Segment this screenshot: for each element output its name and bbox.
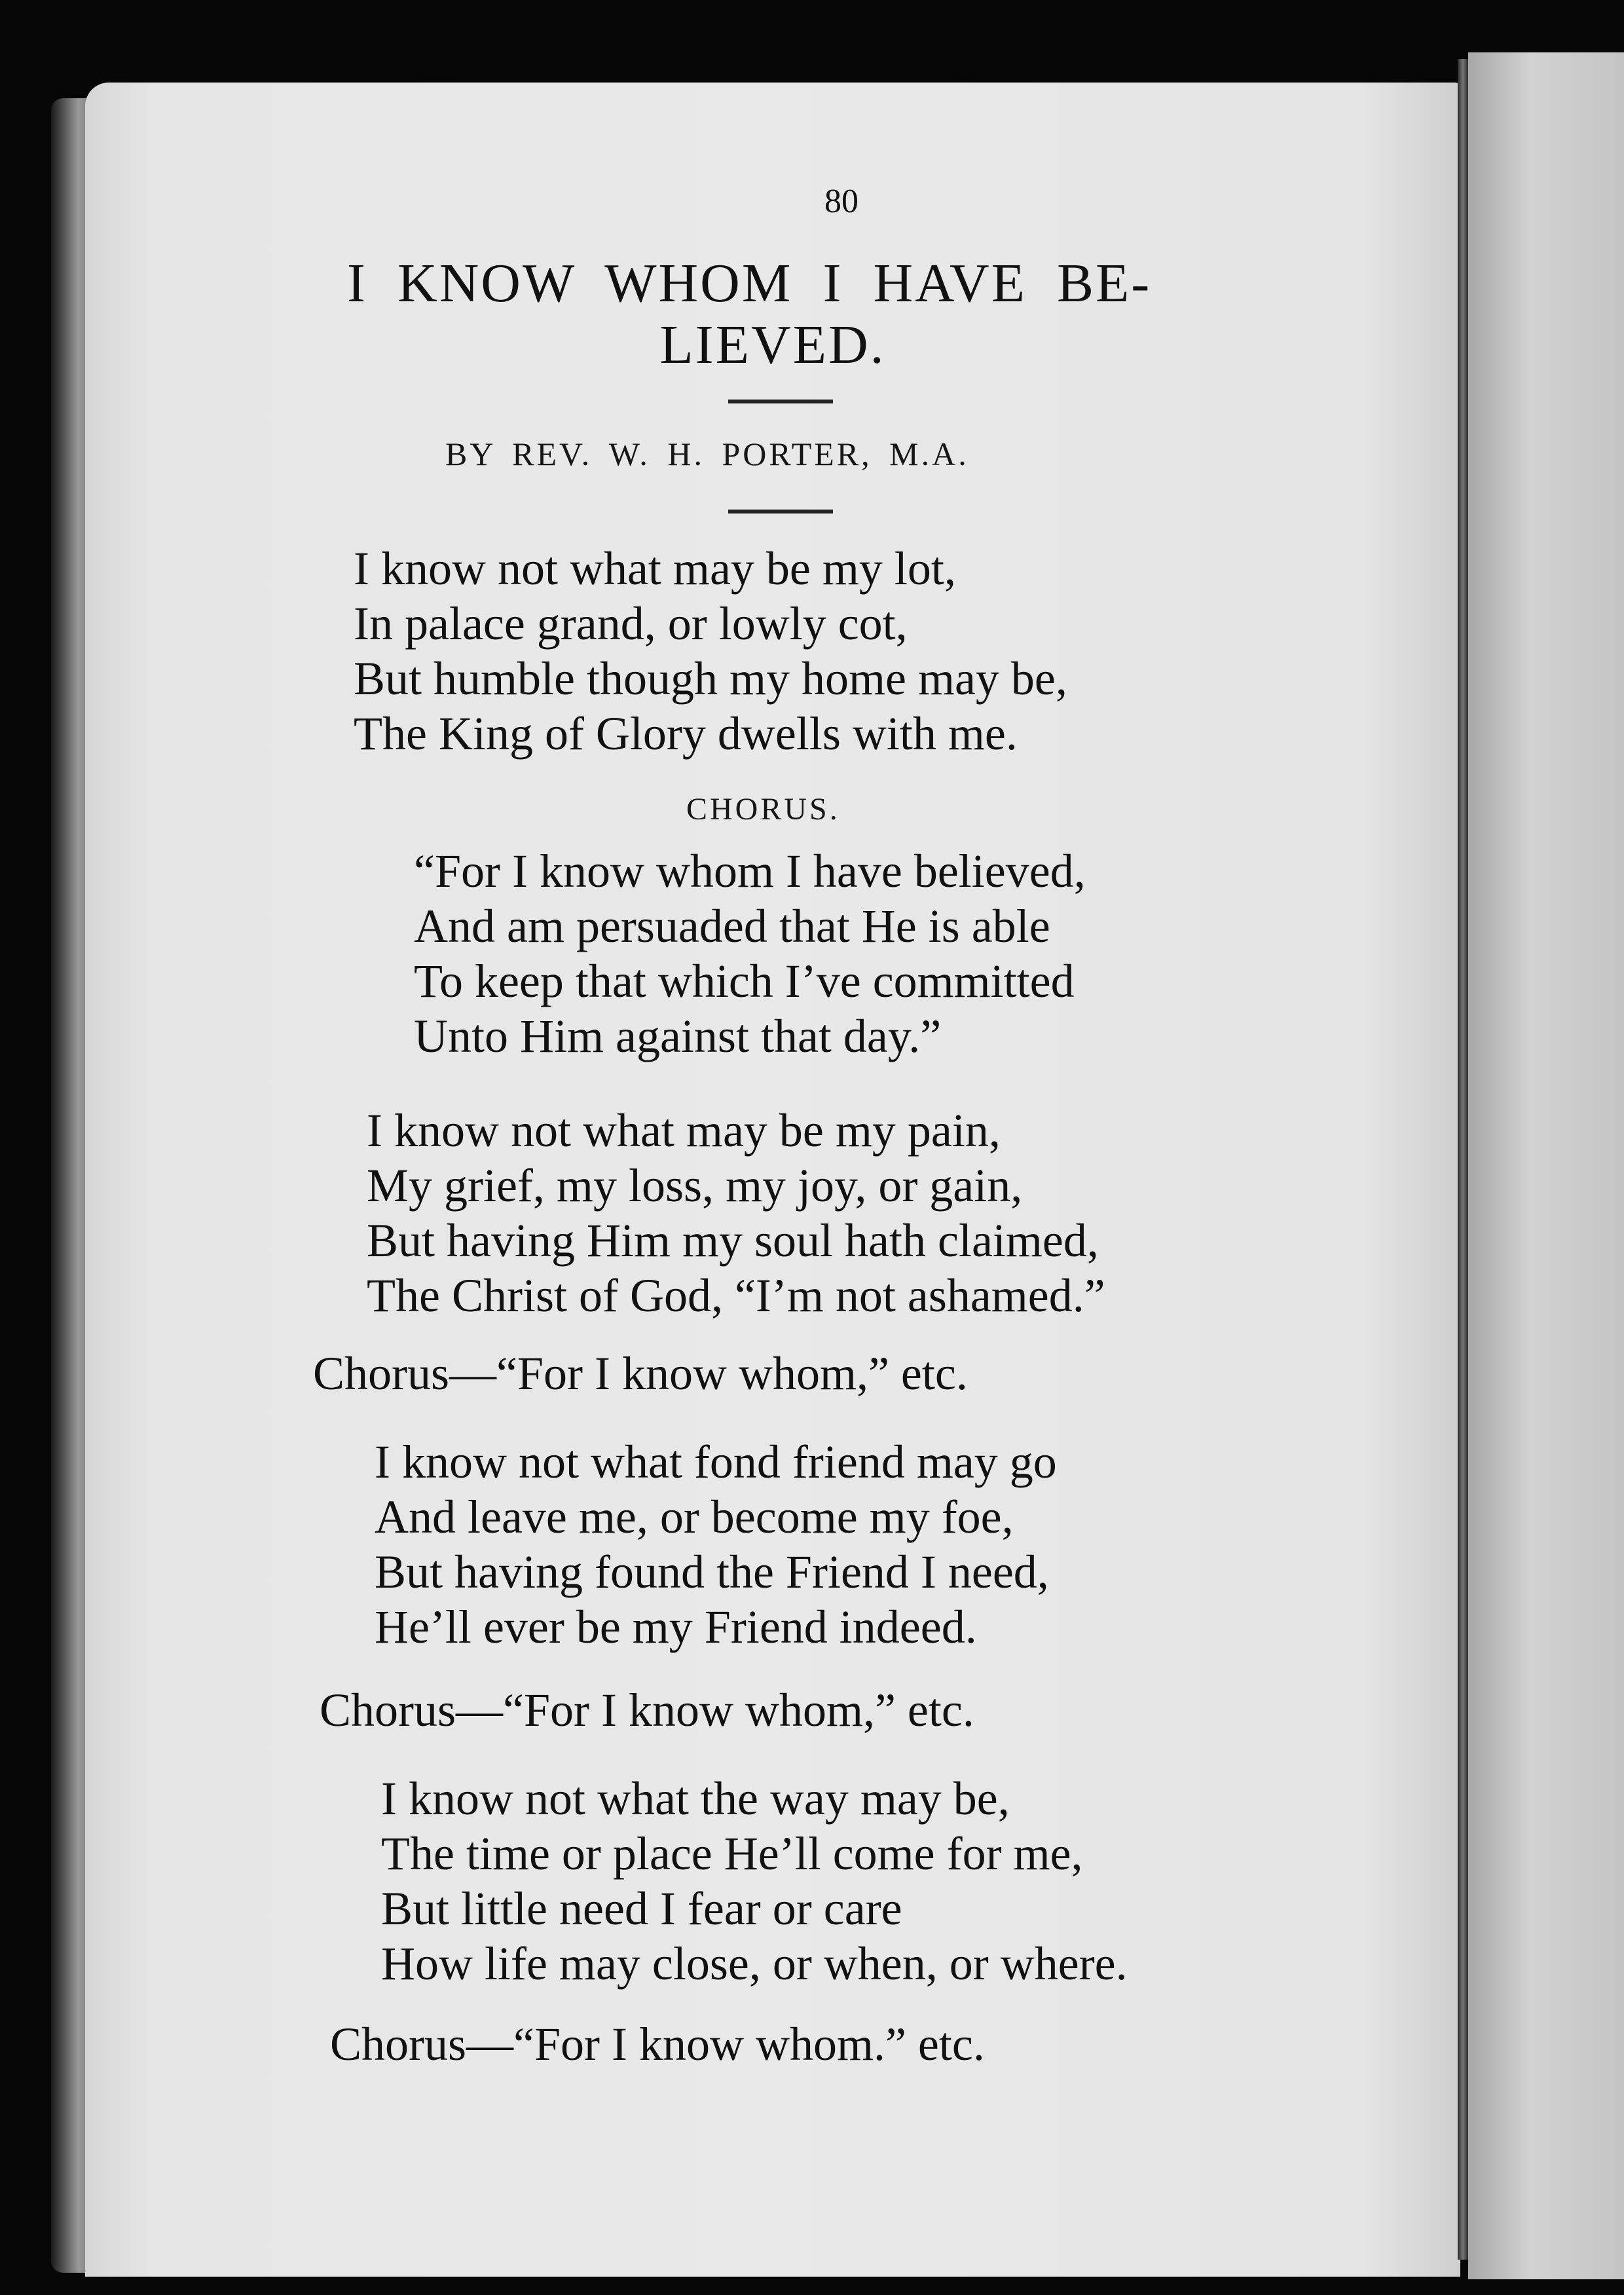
stanza-line: The Christ of God, “I’m not ashamed.” (367, 1269, 1105, 1322)
stanza-line: I know not what may be my pain, (367, 1104, 1001, 1157)
stanza-line: But having found the Friend I need, (375, 1546, 1049, 1598)
stanza-2 (367, 1103, 1105, 1323)
hymn-title-line-1: I KNOW WHOM I HAVE BE- (347, 253, 1152, 314)
chorus-line: And am persuaded that He is able (414, 900, 1050, 952)
chorus-line: To keep that which I’ve committed (414, 955, 1075, 1007)
hymn-title (347, 253, 1198, 376)
stanza-line: I know not what may be my lot, (354, 542, 956, 595)
page-number: 80 (824, 183, 858, 220)
stanza-line: But having Him my soul hath claimed, (367, 1214, 1099, 1267)
stanza-line: But little need I fear or care (381, 1882, 902, 1935)
divider-rule-top (728, 400, 833, 403)
stanza-line: The time or place He’ll come for me, (381, 1827, 1083, 1880)
facing-page-edge (1468, 52, 1624, 2279)
stanza-line: And leave me, or become my foe, (375, 1491, 1014, 1543)
stanza-line: The King of Glory dwells with me. (354, 707, 1018, 760)
stanza-line: I know not what fond friend may go (375, 1436, 1057, 1488)
stanza-line: I know not what the way may be, (381, 1772, 1010, 1825)
stanza-1 (354, 541, 1067, 761)
stanza-4 (381, 1771, 1128, 1991)
stanza-line: How life may close, or when, or where. (381, 1937, 1128, 1990)
divider-rule-bottom (728, 510, 833, 513)
chorus-line: Unto Him against that day.” (414, 1010, 942, 1062)
chorus-refrain-2: Chorus—“For I know whom,” etc. (320, 1684, 974, 1736)
stanza-line: My grief, my loss, my joy, or gain, (367, 1159, 1023, 1212)
chorus-text (414, 844, 1086, 1064)
chorus-refrain-3: Chorus—“For I know whom.” etc. (330, 2018, 985, 2070)
chorus-heading: CHORUS. (686, 792, 840, 827)
chorus-line: “For I know whom I have believed, (414, 845, 1086, 897)
stanza-line: He’ll ever be my Friend indeed. (375, 1601, 977, 1653)
chorus-refrain-1: Chorus—“For I know whom,” etc. (313, 1347, 968, 1400)
stanza-line: In palace grand, or lowly cot, (354, 597, 908, 650)
stanza-3 (375, 1434, 1057, 1654)
hymn-title-line-2: LIEVED. (659, 314, 886, 375)
book-gutter (1458, 59, 1468, 2260)
author-byline: BY REV. W. H. PORTER, M.A. (445, 436, 969, 472)
stanza-line: But humble though my home may be, (354, 652, 1067, 705)
